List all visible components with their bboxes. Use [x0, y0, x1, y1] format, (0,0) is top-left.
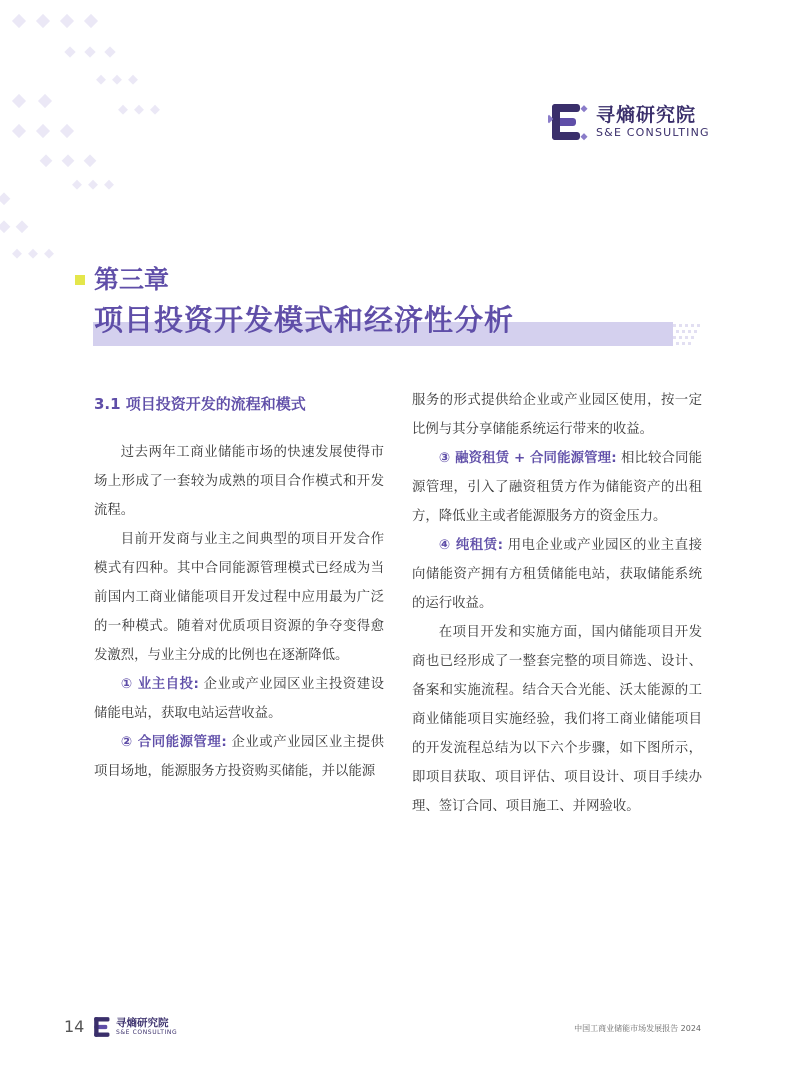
page-number: 14 [64, 1017, 85, 1036]
title-band-texture [673, 322, 701, 346]
brand-logo-icon [548, 100, 592, 144]
mode-item-self-investment: ① 业主自投: 企业或产业园区业主投资建设储能电站，获取电站运营收益。 [94, 677, 384, 721]
left-text-column [94, 386, 384, 786]
chapter-marker [75, 275, 85, 285]
mode-item-emc: ② 合同能源管理: 企业或产业园区业主提供项目场地，能源服务方投资购买储能，并以能源 [94, 735, 384, 779]
mode-item-leasing-emc: ③ 融资租赁 + 合同能源管理: 相比较合同能源管理，引入了融资租赁方作为储能资产的出租方，降低业主或者能源服务方的资金压力。 [412, 451, 702, 524]
section-heading: 3.1 项目投资开发的流程和模式 [94, 395, 306, 413]
right-text-column [412, 386, 702, 821]
decorative-dot-pattern [0, 0, 170, 270]
mode-label: ② 合同能源管理: [120, 735, 227, 750]
brand-name-en: S&E CONSULTING [596, 126, 710, 139]
paragraph: 过去两年工商业储能市场的快速发展使得市场上形成了一套较为成熟的项目合作模式和开发流程。 [94, 445, 384, 518]
footer-brand-logo [92, 1015, 177, 1039]
brand-logo [548, 100, 710, 144]
mode-label: ① 业主自投: [120, 677, 199, 692]
footer-brand-name-cn: 寻熵研究院 [116, 1017, 169, 1029]
report-title: 中国工商业储能市场发展报告 2024 [574, 1024, 701, 1033]
chapter-title: 项目投资开发模式和经济性分析 [94, 303, 515, 337]
footer-brand-name-en: S&E CONSULTING [116, 1029, 178, 1036]
chapter-label: 第三章 [94, 265, 170, 294]
mode-item-pure-leasing: ④ 纯租赁: 用电企业或产业园区的业主直接向储能资产拥有方租赁储能电站，获取储能系统的运行收益。 [412, 538, 702, 611]
paragraph: 在项目开发和实施方面，国内储能项目开发商也已经形成了一整套完整的项目筛选、设计、备案和实施流程。结合天合光能、沃太能源的工商业储能项目实施经验，我们将工商业储能项目的开发流程总结为以下六个步骤，如下图所示，即项目获取、项目评估、项目设计、项目手续办理、签订合同、项目施工、并网验收。 [412, 625, 702, 814]
mode-label: ④ 纯租赁: [438, 538, 503, 553]
page-footer [0, 1015, 793, 1045]
paragraph: 目前开发商与业主之间典型的项目开发合作模式有四种。其中合同能源管理模式已经成为当前国内工商业储能项目开发过程中应用最为广泛的一种模式。随着对优质项目资源的争夺变得愈发激烈，与业主分成的比例也在逐渐降低。 [94, 532, 384, 663]
footer-logo-icon [92, 1015, 116, 1039]
mode-label: ③ 融资租赁 + 合同能源管理: [438, 451, 617, 466]
paragraph-continuation: 服务的形式提供给企业或产业园区使用，按一定比例与其分享储能系统运行带来的收益。 [412, 393, 702, 437]
brand-name-cn: 寻熵研究院 [596, 104, 697, 126]
